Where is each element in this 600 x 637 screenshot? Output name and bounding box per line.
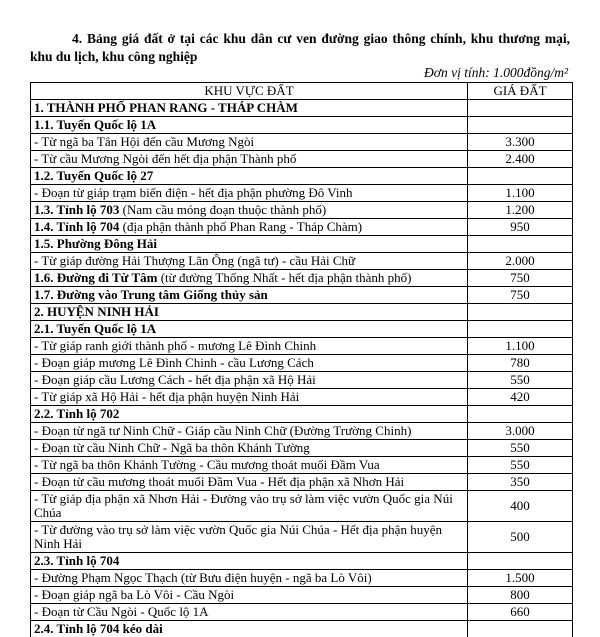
- price-cell: 550: [468, 440, 573, 457]
- table-row: [31, 423, 573, 440]
- area-cell: - Từ giáp ranh giới thành phố - mương Lê Đình Chinh: [31, 338, 468, 355]
- area-cell: [31, 219, 468, 236]
- price-cell: [468, 168, 573, 185]
- table-row: [31, 304, 573, 321]
- area-title: 1.3. Tỉnh lộ 703: [34, 202, 119, 217]
- table-row: [31, 522, 573, 553]
- price-cell: [468, 321, 573, 338]
- table-row: [31, 287, 573, 304]
- area-title: 1.4. Tỉnh lộ 704: [34, 219, 119, 234]
- table-row: [31, 491, 573, 522]
- column-header-price: GIÁ ĐẤT: [468, 83, 573, 100]
- table-row: [31, 134, 573, 151]
- table-row: [31, 253, 573, 270]
- area-cell: 1.1. Tuyến Quốc lộ 1A: [31, 117, 468, 134]
- area-cell: - Đoạn từ Cầu Ngòi - Quốc lộ 1A: [31, 604, 468, 621]
- price-cell: 800: [468, 587, 573, 604]
- area-cell: 2.4. Tỉnh lộ 704 kéo dài: [31, 621, 468, 637]
- area-cell: 1.2. Tuyến Quốc lộ 27: [31, 168, 468, 185]
- price-cell: 350: [468, 474, 573, 491]
- section-heading: 4. Bảng giá đất ở tại các khu dân cư ven đường giao thông chính, khu thương mại, khu du lịch, khu công nghiệp: [30, 30, 570, 66]
- area-cell: - Từ ngã ba Tân Hội đến cầu Mương Ngòi: [31, 134, 468, 151]
- table-row: [31, 321, 573, 338]
- table-row: [31, 100, 573, 117]
- area-cell: [31, 202, 468, 219]
- table-row: [31, 355, 573, 372]
- price-cell: 1.100: [468, 185, 573, 202]
- table-row: [31, 185, 573, 202]
- area-cell: - Đoạn giáp mương Lê Đình Chinh - cầu Lương Cách: [31, 355, 468, 372]
- price-cell: 750: [468, 287, 573, 304]
- table-row: [31, 219, 573, 236]
- table-row: [31, 236, 573, 253]
- price-cell: 3.300: [468, 134, 573, 151]
- area-cell: - Đoạn từ giáp trạm biến điện - hết địa phận phường Đô Vinh: [31, 185, 468, 202]
- table-row: [31, 553, 573, 570]
- area-detail: (địa phận thành phố Phan Rang - Tháp Chàm): [119, 219, 362, 234]
- area-cell: - Đoạn giáp cầu Lương Cách - hết địa phận xã Hộ Hải: [31, 372, 468, 389]
- price-cell: 660: [468, 604, 573, 621]
- area-title: 1.6. Đường đi Từ Tâm: [34, 270, 157, 285]
- price-cell: [468, 553, 573, 570]
- table-row: [31, 338, 573, 355]
- unit-note: Đơn vị tính: 1.000đồng/m²: [424, 65, 568, 81]
- area-cell: 2.2. Tỉnh lộ 702: [31, 406, 468, 423]
- area-cell: - Đoạn từ cầu mương thoát muối Đầm Vua - Hết địa phận xã Nhơn Hải: [31, 474, 468, 491]
- table-row: [31, 270, 573, 287]
- table-header-row: [31, 83, 573, 100]
- price-cell: 950: [468, 219, 573, 236]
- area-cell: - Từ giáp xã Hộ Hải - hết địa phận huyện Ninh Hải: [31, 389, 468, 406]
- table-row: [31, 587, 573, 604]
- price-cell: 2.400: [468, 151, 573, 168]
- price-cell: 780: [468, 355, 573, 372]
- area-cell: - Từ đường vào trụ sở làm việc vườn Quốc gia Núi Chúa - Hết địa phận huyện Ninh Hải: [31, 522, 468, 553]
- price-cell: 1.500: [468, 570, 573, 587]
- price-cell: [468, 406, 573, 423]
- table-row: [31, 570, 573, 587]
- price-cell: 2.000: [468, 253, 573, 270]
- area-cell: - Đoạn từ ngã tư Ninh Chữ - Giáp cầu Ninh Chữ (Đường Trường Chinh): [31, 423, 468, 440]
- land-price-table: [30, 82, 573, 637]
- price-cell: [468, 100, 573, 117]
- area-cell: 1. THÀNH PHỐ PHAN RANG - THÁP CHÀM: [31, 100, 468, 117]
- area-cell: 2. HUYỆN NINH HẢI: [31, 304, 468, 321]
- area-cell: - Đoạn từ cầu Ninh Chữ - Ngã ba thôn Khánh Tường: [31, 440, 468, 457]
- area-cell: - Từ ngã ba thôn Khánh Tường - Cầu mương thoát muối Đầm Vua: [31, 457, 468, 474]
- price-cell: 1.100: [468, 338, 573, 355]
- area-cell: 1.5. Phường Đông Hải: [31, 236, 468, 253]
- area-detail: (Nam cầu móng đoạn thuộc thành phố): [119, 202, 326, 217]
- price-cell: [468, 304, 573, 321]
- price-cell: 500: [468, 522, 573, 553]
- table-row: [31, 389, 573, 406]
- table-row: [31, 168, 573, 185]
- table-row: [31, 604, 573, 621]
- price-cell: 550: [468, 372, 573, 389]
- area-cell: 1.7. Đường vào Trung tâm Giống thủy sản: [31, 287, 468, 304]
- price-cell: [468, 236, 573, 253]
- price-cell: 750: [468, 270, 573, 287]
- area-cell: - Từ giáp địa phận xã Nhơn Hải - Đường vào trụ sở làm việc vườn Quốc gia Núi Chúa: [31, 491, 468, 522]
- table-row: [31, 440, 573, 457]
- table-row: [31, 117, 573, 134]
- column-header-area: KHU VỰC ĐẤT: [31, 83, 468, 100]
- price-cell: 550: [468, 457, 573, 474]
- table-row: [31, 406, 573, 423]
- table-row: [31, 151, 573, 168]
- area-cell: - Từ cầu Mương Ngòi đến hết địa phận Thành phố: [31, 151, 468, 168]
- area-cell: - Đoạn giáp ngã ba Lò Vôi - Cầu Ngòi: [31, 587, 468, 604]
- area-cell: - Từ giáp đường Hải Thượng Lãn Ông (ngã tư) - cầu Hải Chữ: [31, 253, 468, 270]
- price-cell: 1.200: [468, 202, 573, 219]
- area-cell: 2.3. Tỉnh lộ 704: [31, 553, 468, 570]
- price-cell: [468, 117, 573, 134]
- area-cell: - Đường Phạm Ngọc Thạch (từ Bưu điện huyện - ngã ba Lò Vôi): [31, 570, 468, 587]
- table-row: [31, 202, 573, 219]
- table-row: [31, 372, 573, 389]
- area-detail: (từ đường Thống Nhất - hết địa phận thành phố): [157, 270, 411, 285]
- table-row: [31, 474, 573, 491]
- area-cell: 2.1. Tuyến Quốc lộ 1A: [31, 321, 468, 338]
- price-cell: 420: [468, 389, 573, 406]
- price-cell: 400: [468, 491, 573, 522]
- area-cell: [31, 270, 468, 287]
- table-row: [31, 457, 573, 474]
- price-cell: 3.000: [468, 423, 573, 440]
